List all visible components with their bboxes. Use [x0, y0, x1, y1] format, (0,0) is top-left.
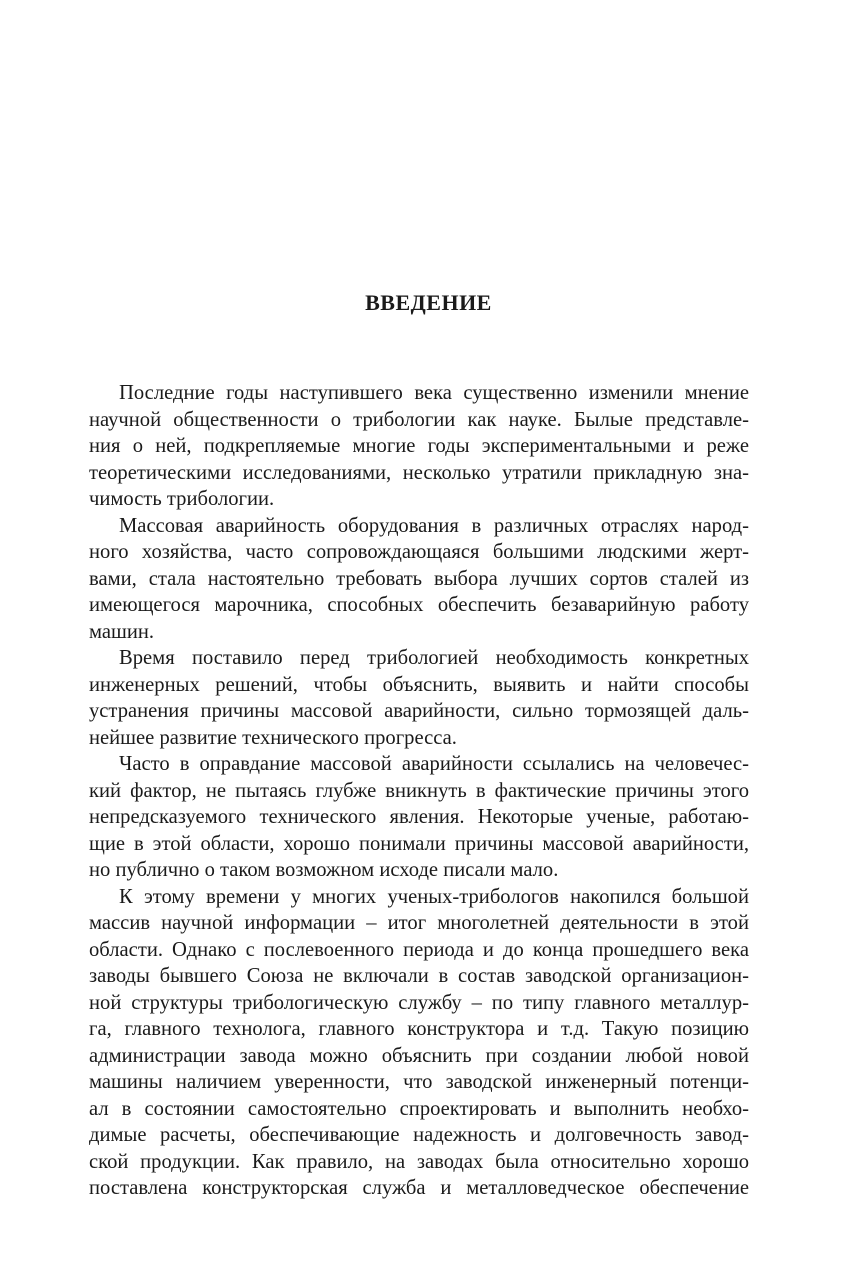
text-line: К этому времени у многих ученых-трибологов накопился большой — [119, 885, 749, 908]
text-line: ния о ней, подкрепляемые многие годы экспериментальными и реже — [89, 435, 749, 457]
text-line: теоретическими исследованиями, несколько утратили прикладную зна- — [89, 461, 749, 484]
text-line: Массовая аварийность оборудования в различных отраслях народ- — [119, 514, 749, 537]
text-line: машины наличием уверенности, что заводской инженерный потенци- — [89, 1071, 749, 1093]
text-line: инженерных решений, чтобы объяснить, выявить и найти способы — [89, 673, 749, 696]
text-line: ного хозяйства, часто сопровождающаяся большими людскими жерт- — [89, 541, 749, 563]
body-text — [89, 380, 749, 1202]
text-line: области. Однако с послевоенного периода и до конца прошедшего века — [89, 938, 749, 961]
text-line: заводы бывшего Союза не включали в состав заводской организацион- — [89, 965, 749, 987]
text-line: администрации завода можно объяснить при создании любой новой — [89, 1044, 749, 1067]
text-line: Часто в оправдание массовой аварийности ссылались на человечес- — [119, 753, 749, 775]
text-line: Время поставило перед трибологией необходимость конкретных — [119, 647, 749, 669]
text-line: га, главного технолога, главного конструктора и т.д. Такую позицию — [89, 1018, 749, 1040]
page-title: ВВЕДЕНИЕ — [365, 290, 492, 315]
text-line: вами, стала настоятельно требовать выбора лучших сортов сталей из — [89, 567, 749, 590]
text-line: ной структуры трибологическую службу – по типу главного металлур- — [89, 991, 749, 1014]
text-line: но публично о таком возможном исходе писали мало. — [89, 859, 559, 881]
text-line: ал в состоянии самостоятельно спроектировать и выполнить необхо- — [89, 1097, 749, 1120]
text-line: массив научной информации – итог многолетней деятельности в этой — [89, 912, 749, 934]
text-line: нейшее развитие технического прогресса. — [89, 726, 457, 749]
text-line: научной общественности о трибологии как науке. Былые представле- — [89, 408, 749, 431]
text-line: устранения причины массовой аварийности, сильно тормозящей даль- — [89, 700, 749, 722]
text-line: непредсказуемого технического явления. Некоторые ученые, работаю- — [89, 806, 749, 828]
text-line: Последние годы наступившего века существенно изменили мнение — [119, 382, 749, 404]
text-line: кий фактор, не пытаясь глубже вникнуть в фактические причины этого — [89, 779, 749, 802]
text-line: щие в этой области, хорошо понимали причины массовой аварийности, — [89, 832, 749, 855]
text-line: чимость трибологии. — [89, 488, 275, 510]
text-line: машин. — [89, 620, 155, 643]
text-line: поставлена конструкторская служба и металловедческое обеспечение — [89, 1177, 749, 1199]
text-line: димые расчеты, обеспечивающие надежность и долговечность завод- — [89, 1124, 749, 1146]
text-line: ской продукции. Как правило, на заводах была относительно хорошо — [89, 1150, 749, 1173]
text-line: имеющегося марочника, способных обеспечить безаварийную работу — [89, 594, 749, 616]
